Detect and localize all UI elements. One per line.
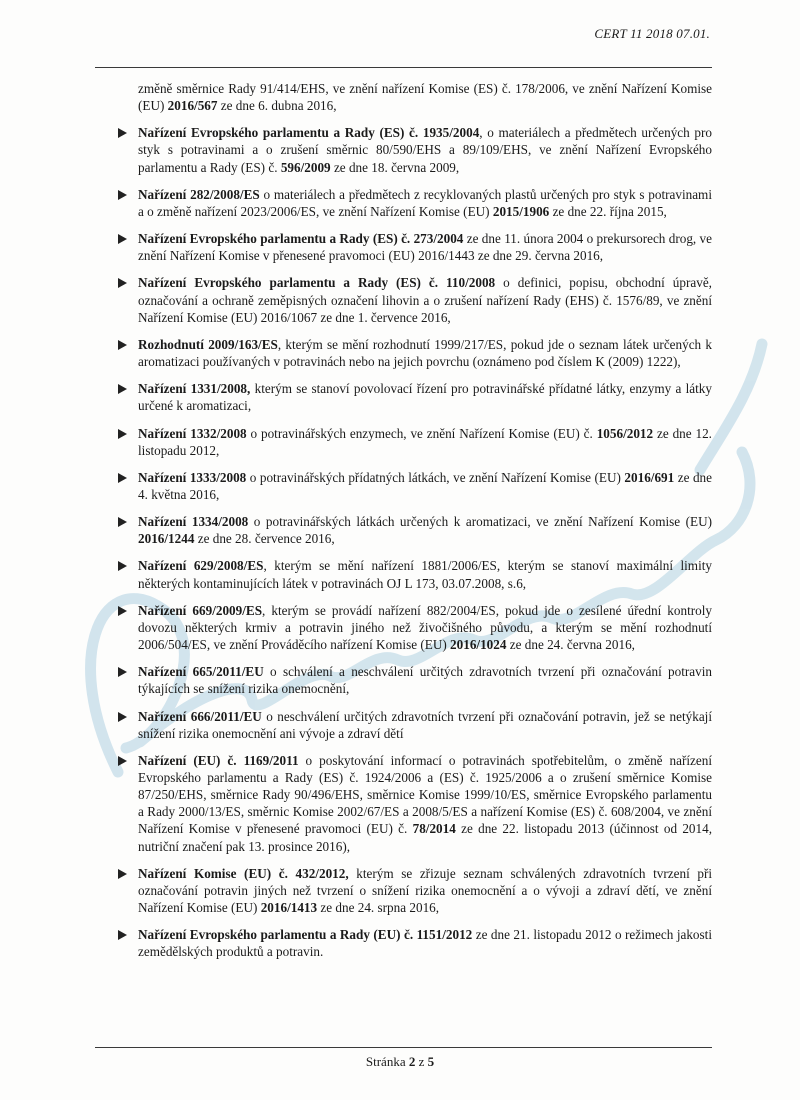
item-text xyxy=(138,336,712,370)
bullet-arrow-icon xyxy=(118,274,130,325)
regulation-item xyxy=(118,513,712,547)
plain-text: ze dne 22. října 2015, xyxy=(549,203,667,219)
plain-text: , kterým se mění nařízení 1881/2006/ES, kterým se stanoví maximální limity některých kontaminujících látek v potravinách OJ L 173, 03.07.2008, s.6, xyxy=(138,558,712,591)
plain-text: o potravinářských enzymech, ve znění Nařízení Komise (EU) č. xyxy=(246,425,597,441)
bullet-arrow-icon xyxy=(118,124,130,175)
bold-text: Nařízení 1333/2008 xyxy=(138,469,247,485)
bullet-arrow-icon xyxy=(118,663,130,697)
plain-text: ze dne 4. května 2016, xyxy=(138,469,713,502)
regulation-item xyxy=(118,602,712,653)
regulation-item xyxy=(118,752,712,855)
bullet-arrow-icon xyxy=(118,708,130,742)
plain-text: o poskytování informací o potravinách spotřebitelům, o změně nařízení Evropského parlamentu a Rady (ES) č. 1924/2006 a (ES) č. 1925/2006 a o zrušení směrnice Komise 87/250/EHS, směrnice Rady 90/496/EHS, směrnice Komise 1999/10/ES, směrnice Evropského parlamentu a Rady 2000/13/ES, směrnic Komise 2002/67/ES a 2008/5/ES a nařízení Komise (ES) č. 608/2004, ve znění Nařízení Komise v přenesené pravomoci (EU) č. xyxy=(138,752,712,837)
plain-text: ze dne 21. listopadu 2012 o režimech jakosti zemědělských produktů a potravin. xyxy=(138,927,712,960)
header-divider xyxy=(95,67,712,68)
bold-text: Nařízení (EU) č. 1169/2011 xyxy=(138,752,299,768)
plain-text: ze dne 24. června 2016, xyxy=(506,637,635,653)
bullet-arrow-icon xyxy=(118,926,130,960)
item-text xyxy=(138,926,712,960)
regulation-item xyxy=(118,380,712,414)
bold-text: Nařízení Evropského parlamentu a Rady (ES) č. 110/2008 xyxy=(138,275,496,291)
bullet-arrow-icon xyxy=(118,425,130,459)
plain-text: z xyxy=(415,1054,428,1069)
regulation-list xyxy=(118,124,712,960)
plain-text: o materiálech a předmětech z recyklovaných plastů určených pro styk s potravinami a o změně nařízení 2023/2006/ES, ve znění Nařízení Komise (EU) xyxy=(138,186,712,219)
item-text xyxy=(138,124,712,175)
regulation-item xyxy=(118,865,712,916)
bold-text: 2016/1413 xyxy=(260,900,318,916)
bold-text: Nařízení Evropského parlamentu a Rady (ES) č. 1935/2004 xyxy=(138,125,480,141)
footer-divider xyxy=(95,1047,712,1048)
bold-text: Nařízení 282/2008/ES xyxy=(138,186,260,202)
plain-text: kterým se zřizuje seznam schválených zdravotních tvrzení při označování potravin jiných než tvrzení o snížení rizika onemocnění a o vývoji a zdraví dětí, ve znění Nařízení Komise (EU) xyxy=(138,865,712,916)
item-text xyxy=(138,186,712,220)
bold-text: 2 xyxy=(408,1054,416,1069)
bold-text: Nařízení 1332/2008 xyxy=(138,425,247,441)
regulation-item xyxy=(118,708,712,742)
regulation-item xyxy=(118,469,712,503)
plain-text: kterým se stanoví povolovací řízení pro potravinářské přídatné látky, enzymy a látky určené k aromatizaci, xyxy=(138,381,712,414)
regulation-item xyxy=(118,926,712,960)
item-text xyxy=(138,663,712,697)
bullet-arrow-icon xyxy=(118,380,130,414)
item-text xyxy=(138,274,712,325)
plain-text: ze dne 6. dubna 2016, xyxy=(217,98,337,114)
regulation-item xyxy=(118,274,712,325)
item-text xyxy=(138,425,712,459)
plain-text: ze dne 18. června 2009, xyxy=(330,159,460,175)
plain-text: o potravinářských látkách určených k aromatizaci, ve znění Nařízení Komise (EU) xyxy=(248,514,712,530)
plain-text: o neschválení určitých zdravotních tvrzení při označování potravin, jež se netýkají snížení rizika onemocnění ani vývoje a zdraví dětí xyxy=(138,708,712,741)
regulation-item xyxy=(118,124,712,175)
regulation-item xyxy=(118,336,712,370)
intro-paragraph xyxy=(138,80,712,114)
bullet-arrow-icon xyxy=(118,865,130,916)
bold-text: Nařízení 666/2011/EU xyxy=(138,708,262,724)
bold-text: 1056/2012 xyxy=(596,425,654,441)
bold-text: Nařízení Komise (EU) č. 432/2012, xyxy=(138,865,349,881)
regulation-item xyxy=(118,230,712,264)
plain-text: ze dne 22. listopadu 2013 (účinnost od 2014, nutriční značení pak 13. prosince 2016), xyxy=(138,821,712,854)
plain-text: Stránka xyxy=(365,1054,409,1069)
bold-text: Nařízení 665/2011/EU xyxy=(138,664,264,680)
regulation-item xyxy=(118,557,712,591)
plain-text: , kterým se provádí nařízení 882/2004/ES, pokud jde o zesílené úřední kontroly dovozu některých krmiv a potravin jiného než živočišného původu, a kterým se mění rozhodnutí 2006/504/ES, ve znění Prováděcího nařízení Komise (EU) xyxy=(138,602,712,653)
plain-text: o potravinářských přídatných látkách, ve znění Nařízení Komise (EU) xyxy=(246,469,625,485)
plain-text: ze dne 11. února 2004 o prekursorech drog, ve znění Nařízení Komise v přenesené pravomoci (EU) 2016/1443 ze dne 29. června 2016, xyxy=(138,231,712,264)
bold-text: Nařízení Evropského parlamentu a Rady (EU) č. 1151/2012 xyxy=(138,927,473,943)
bold-text: 2016/1244 xyxy=(138,531,195,547)
item-text xyxy=(138,865,712,916)
item-text xyxy=(138,469,712,503)
bold-text: 2015/1906 xyxy=(492,203,550,219)
bold-text: Nařízení 1331/2008, xyxy=(138,381,251,397)
bullet-arrow-icon xyxy=(118,336,130,370)
item-text xyxy=(138,752,712,855)
bullet-arrow-icon xyxy=(118,513,130,547)
bullet-arrow-icon xyxy=(118,752,130,855)
bullet-arrow-icon xyxy=(118,557,130,591)
item-text xyxy=(138,380,712,414)
item-text xyxy=(138,557,712,591)
regulation-item xyxy=(118,425,712,459)
bold-text: 2016/691 xyxy=(624,469,675,485)
regulation-item xyxy=(118,186,712,220)
bold-text: Nařízení 1334/2008 xyxy=(138,514,249,530)
plain-text: ze dne 24. srpna 2016, xyxy=(317,900,440,916)
bold-text: 2016/1024 xyxy=(450,637,507,653)
item-text xyxy=(138,230,712,264)
bold-text: 5 xyxy=(427,1054,435,1069)
bullet-arrow-icon xyxy=(118,230,130,264)
plain-text: , o materiálech a předmětech určených pro styk s potravinami a o zrušení směrnic 80/590/EHS a 89/109/EHS, ve znění Nařízení Evropského parlamentu a Rady (ES) č. xyxy=(138,125,712,175)
bold-text: Nařízení 669/2009/ES xyxy=(138,602,263,618)
document-code: CERT 11 2018 07.01. xyxy=(594,26,710,41)
plain-text: ze dne 28. července 2016, xyxy=(194,531,335,547)
bold-text: Rozhodnutí 2009/163/ES xyxy=(138,336,278,352)
bullet-arrow-icon xyxy=(118,469,130,503)
item-text xyxy=(138,602,712,653)
plain-text: změně směrnice Rady 91/414/EHS, ve znění nařízení Komise (ES) č. 178/2006, ve znění Nařízení Komise (EU) xyxy=(138,81,712,114)
plain-text: , kterým se mění rozhodnutí 1999/217/ES, pokud jde o seznam látek určených k aromatizaci používaných v potravinách nebo na jejich povrchu (oznámeno pod číslem K (2009) 1222), xyxy=(138,336,713,370)
regulation-item xyxy=(118,663,712,697)
footer-page-number xyxy=(0,1054,800,1070)
plain-text: ze dne 12. listopadu 2012, xyxy=(138,425,712,458)
bold-text: 2016/567 xyxy=(167,98,218,114)
plain-text: o schválení a neschválení určitých zdravotních tvrzení při označování potravin týkajících se snížení rizika onemocnění, xyxy=(138,664,712,697)
bullet-arrow-icon xyxy=(118,186,130,220)
bold-text: Nařízení Evropského parlamentu a Rady (ES) č. 273/2004 xyxy=(138,231,464,247)
item-text xyxy=(138,513,712,547)
bold-text: 596/2009 xyxy=(280,159,331,175)
bullet-arrow-icon xyxy=(118,602,130,653)
document-body xyxy=(118,80,712,971)
item-text xyxy=(138,708,712,742)
bold-text: Nařízení 629/2008/ES xyxy=(138,558,264,574)
bold-text: 78/2014 xyxy=(412,821,456,837)
plain-text: o definici, popisu, obchodní úpravě, označování a ochraně zeměpisných označení lihovin a o zrušení nařízení Rady (EHS) č. 1576/89, ve znění Nařízení Komise (EU) 2016/1067 ze dne 1. července 2016, xyxy=(138,275,712,325)
